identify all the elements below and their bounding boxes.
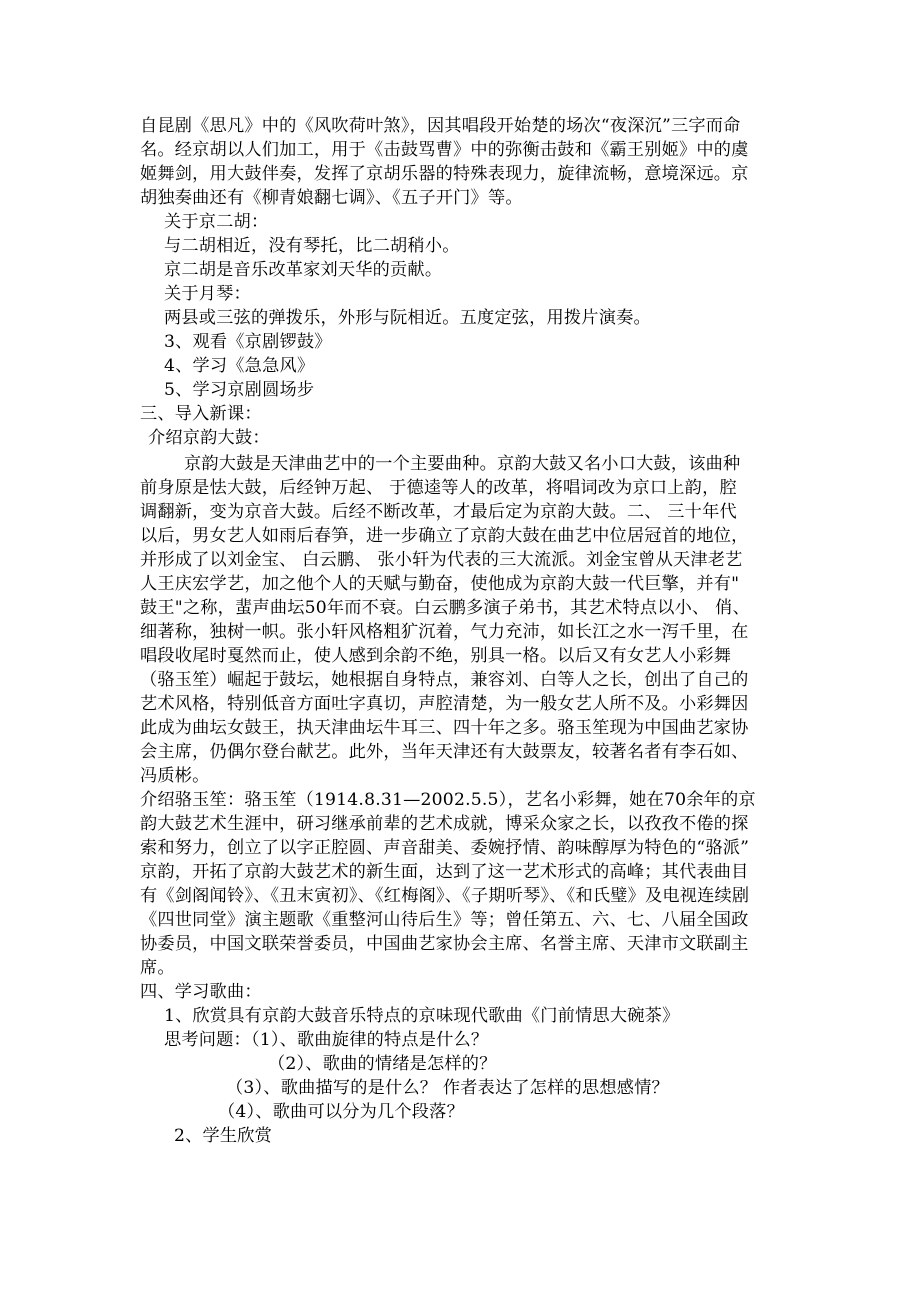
question-line: （2）、歌曲的情绪是怎样的？ <box>268 1054 497 1074</box>
paragraph-line: 关于月琴： <box>164 284 251 304</box>
list-item: 1、欣赏具有京韵大鼓音乐特点的京味现代歌曲《门前情思大碗茶》 <box>164 1006 680 1026</box>
paragraph-line: 前身原是怯大鼓，后经钟万起、 于德逵等人的改革，将唱词改为京口上韵，腔 <box>140 478 737 498</box>
paragraph-line: 调翻新，变为京音大鼓。后经不断改革，才最后定为京韵大鼓。二、 三十年代 <box>140 502 737 522</box>
paragraph-line: 姬舞剑，用大鼓伴奏，发挥了京胡乐器的特殊表现力，旋律流畅，意境深远。京 <box>140 164 749 184</box>
paragraph-line: （骆玉笙）崛起于鼓坛，她根据自身特点，兼容刘、白等人之长，创出了自己的 <box>140 670 749 690</box>
subheading: 介绍京韵大鼓： <box>148 428 270 448</box>
paragraph-line: 细著称，独树一帜。张小轩风格粗犷沉着，气力充沛，如长江之水一泻千里，在 <box>140 622 749 642</box>
paragraph-line: 以后，男女艺人如雨后春笋，进一步确立了京韵大鼓在曲艺中位居冠首的地位， <box>140 526 749 546</box>
paragraph-line: 京韵大鼓是天津曲艺中的一个主要曲种。京韵大鼓又名小口大鼓，该曲种 <box>184 454 741 474</box>
question-line: 思考问题：（1）、歌曲旋律的特点是什么？ <box>164 1030 489 1050</box>
list-item: 4、学习《急急风》 <box>164 356 315 376</box>
paragraph-line: 鼓王"之称，蜚声曲坛50年而不衰。白云鹏多演子弟书，其艺术特点以小、 俏、 <box>140 598 750 618</box>
paragraph-line: 名。经京胡以人们加工，用于《击鼓骂曹》中的弥衡击鼓和《霸王别姬》中的虞 <box>140 140 749 160</box>
paragraph-line: 此成为曲坛女鼓王，执天津曲坛牛耳三、四十年之多。骆玉笙现为中国曲艺家协 <box>140 718 749 738</box>
section-heading: 三、导入新课： <box>140 404 262 424</box>
paragraph-line: 两县或三弦的弹拨乐，外形与阮相近。五度定弦，用拨片演奏。 <box>164 308 651 328</box>
list-item: 5、学习京剧圆场步 <box>164 380 315 400</box>
paragraph-line: 与二胡相近，没有琴托，比二胡稍小。 <box>164 236 460 256</box>
paragraph-line: 会主席，仍偶尔登台献艺。此外，当年天津还有大鼓票友，较著名者有李石如、 <box>140 742 749 762</box>
section-heading: 四、学习歌曲： <box>140 982 262 1002</box>
question-line: （4）、歌曲可以分为几个段落？ <box>218 1102 464 1122</box>
paragraph-line: 京二胡是音乐改革家刘天华的贡献。 <box>164 260 443 280</box>
paragraph-line: 席。 <box>140 958 175 978</box>
paragraph-line: 关于京二胡： <box>164 212 269 232</box>
paragraph-line: 介绍骆玉笙：骆玉笙（1914.8.31—2002.5.5），艺名小彩舞，她在70余年的京 <box>140 790 756 810</box>
paragraph-line: 索和努力，创立了以字正腔圆、声音甜美、委婉抒情、韵味醇厚为特色的“骆派” <box>140 838 750 858</box>
paragraph-line: 《四世同堂》演主题歌《重整河山待后生》等；曾任第五、六、七、八届全国政 <box>140 910 749 930</box>
paragraph-line: 韵大鼓艺术生涯中，研习继承前辈的艺术成就，博采众家之长，以孜孜不倦的探 <box>140 814 749 834</box>
paragraph-line: 自昆剧《思凡》中的《风吹荷叶煞》，因其唱段开始楚的场次“夜深沉”三字而命 <box>140 116 741 136</box>
paragraph-line: 人王庆宏学艺，加之他个人的天赋与勤奋，使他成为京韵大鼓一代巨擎，并有" <box>140 574 740 594</box>
paragraph-line: 唱段收尾时戛然而止，使人感到余韵不绝，别具一格。以后又有女艺人小彩舞 <box>140 646 732 666</box>
paragraph-line: 艺术风格，特别低音方面吐字真切，声腔清楚，为一般女艺人所不及。小彩舞因 <box>140 694 749 714</box>
paragraph-line: 冯质彬。 <box>140 766 210 786</box>
paragraph-line: 有《剑阁闻铃》、《丑末寅初》、《红梅阁》、《子期听琴》、《和氏璧》及电视连续剧 <box>140 886 750 906</box>
list-item: 2、学生欣赏 <box>174 1126 273 1146</box>
paragraph-line: 协委员，中国文联荣誉委员，中国曲艺家协会主席、名誉主席、天津市文联副主 <box>140 934 749 954</box>
paragraph-line: 并形成了以刘金宝、 白云鹏、 张小轩为代表的三大流派。刘金宝曾从天津老艺 <box>140 550 743 570</box>
paragraph-line: 京韵，开拓了京韵大鼓艺术的新生面，达到了这一艺术形式的高峰；其代表曲目 <box>140 862 749 882</box>
question-line: （3）、歌曲描写的是什么？ 作者表达了怎样的思想感情？ <box>226 1078 669 1098</box>
list-item: 3、观看《京剧锣鼓》 <box>164 332 332 352</box>
paragraph-line: 胡独奏曲还有《柳青娘翻七调》、《五子开门》等。 <box>140 188 523 208</box>
